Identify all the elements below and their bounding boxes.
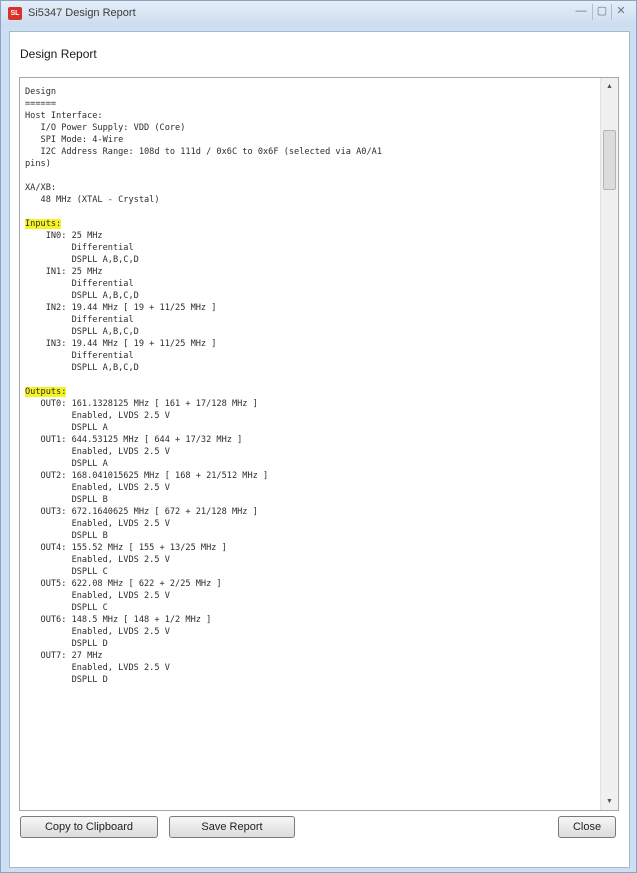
close-button[interactable]: Close [558, 816, 616, 838]
inputs-section: IN0: 25 MHz Differential DSPLL A,B,C,D IN1: 25 MHz Differential DSPLL A,B,C,D IN2: 19.44 MHz [ 19 + 11/25 MHz ] Differential DSPLL A,B,C,D IN3: 19.44 MHz [ 19 + 11/25 MHz ] Differential DSPLL A,B,C,D [45, 231, 217, 373]
title-bar[interactable] [1, 1, 636, 27]
window-title: Si5347 Design Report [28, 7, 136, 19]
dialog-body [9, 31, 630, 868]
scroll-up-icon[interactable]: ▲ [606, 83, 613, 90]
copy-to-clipboard-button[interactable]: Copy to Clipboard [20, 816, 158, 838]
close-window-button[interactable]: ✕ [616, 5, 626, 17]
report-text [25, 86, 590, 686]
app-icon: SL [8, 7, 22, 20]
report-text-area[interactable] [19, 77, 619, 811]
report-header-section: Design ====== Host Interface: I/O Power Supply: VDD (Core) SPI Mode: 4-Wire I2C Address Range: 108d to 111d / 0x6C to 0x6F (selected via A0/A1 pins) XA/XB: 48 MHz (XTAL - Crystal) [25, 87, 382, 205]
scroll-down-icon[interactable]: ▼ [606, 798, 613, 805]
inputs-heading: Inputs: [25, 219, 62, 229]
page-title: Design Report [20, 47, 97, 61]
scroll-thumb[interactable] [603, 130, 616, 190]
outputs-heading: Outputs: [25, 387, 67, 397]
outputs-section: OUT0: 161.1328125 MHz [ 161 + 17/128 MHz ] Enabled, LVDS 2.5 V DSPLL A OUT1: 644.53125 MHz [ 644 + 17/32 MHz ] Enabled, LVDS 2.5 V DSPLL A OUT2: 168.041015625 MHz [ 168 + 21/512 MHz ] Enabled, LVDS 2.5 V DSPLL B OUT3: 672.1640625 MHz [ 672 + 21/128 MHz ] Enabled, LVDS 2.5 V DSPLL B OUT4: 155.52 MHz [ 155 + 13/25 MHz ] Enabled, LVDS 2.5 V DSPLL C OUT5: 622.08 MHz [ 622 + 2/25 MHz ] Enabled, LVDS 2.5 V DSPLL C OUT6: 148.5 MHz [ 148 + 1/2 MHz ] Enabled, LVDS 2.5 V DSPLL D OUT7: 27 MHz Enabled, LVDS 2.5 V DSPLL D [40, 399, 269, 685]
maximize-button[interactable]: ▢ [592, 4, 612, 20]
save-report-button[interactable]: Save Report [169, 816, 295, 838]
vertical-scrollbar[interactable] [600, 78, 618, 810]
minimize-button[interactable]: — [575, 5, 587, 17]
